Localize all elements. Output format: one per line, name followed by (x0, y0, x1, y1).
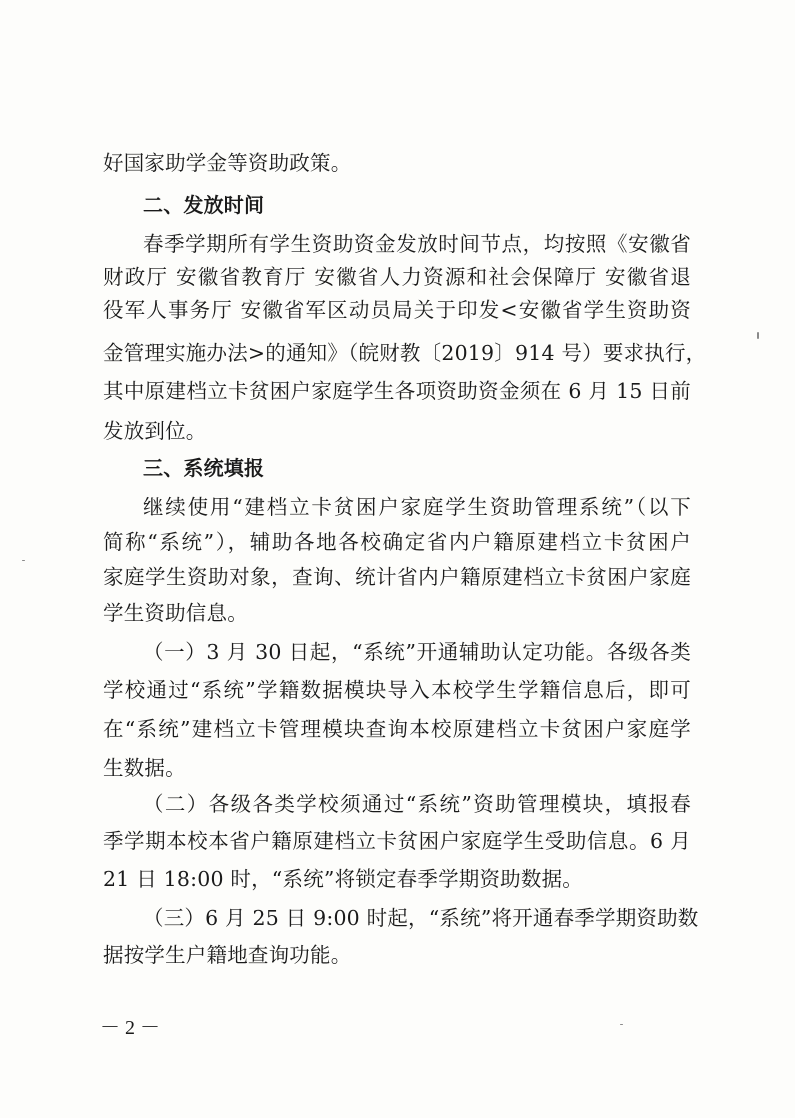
scan-speck (757, 332, 759, 339)
section-2-line-6: 发放到位。 (103, 419, 207, 443)
item-3-line-2: 据按学生户籍地查询功能。 (103, 943, 352, 967)
section-2-line-4: 金管理实施办法>的通知》（皖财教〔2019〕914 号）要求执行， (103, 341, 707, 365)
item-1-line-2: 学校通过“系统”学籍数据模块导入本校学生学籍信息后，即可 (103, 678, 691, 702)
section-2-line-2: 财政厅 安徽省教育厅 安徽省人力资源和社会保障厅 安徽省退 (103, 265, 691, 289)
section-2-line-3: 役军人事务厅 安徽省军区动员局关于印发<安徽省学生资助资 (103, 298, 691, 322)
scan-speck (620, 1024, 623, 1025)
section-2-heading: 二、发放时间 (143, 193, 265, 217)
item-1-line-3: 在“系统”建档立卡管理模块查询本校原建档立卡贫困户家庭学 (103, 717, 691, 741)
page-number: － 2 － (100, 1017, 160, 1039)
section-3-heading: 三、系统填报 (143, 456, 265, 480)
section-3-para1-line-2: 简称“系统”），辅助各地各校确定省内户籍原建档立卡贫困户 (103, 530, 691, 554)
item-1-line-4: 生数据。 (103, 756, 186, 780)
scan-speck (22, 560, 25, 561)
section-2-line-1: 春季学期所有学生资助资金发放时间节点，均按照《安徽省 (143, 232, 691, 256)
section-3-para1-line-3: 家庭学生资助对象，查询、统计省内户籍原建档立卡贫困户家庭 (103, 565, 691, 589)
section-3-para1-line-4: 学生资助信息。 (103, 601, 248, 625)
item-1-line-1: （一）3 月 30 日起，“系统”开通辅助认定功能。各级各类 (143, 640, 691, 664)
item-2-line-2: 季学期本校本省户籍原建档立卡贫困户家庭学生受助信息。6 月 (103, 829, 691, 853)
item-2-line-3: 21 日 18:00 时，“系统”将锁定春季学期资助数据。 (103, 867, 583, 891)
section-3-para1-line-1: 继续使用“建档立卡贫困户家庭学生资助管理系统”（以下 (143, 495, 691, 519)
section-2-line-5: 其中原建档立卡贫困户家庭学生各项资助资金须在 6 月 15 日前 (103, 379, 691, 403)
item-3-line-1: （三）6 月 25 日 9:00 时起，“系统”将开通春季学期资助数 (143, 906, 699, 930)
item-2-line-1: （二）各级各类学校须通过“系统”资助管理模块，填报春 (143, 792, 691, 816)
intro-line-1: 好国家助学金等资助政策。 (103, 151, 352, 175)
